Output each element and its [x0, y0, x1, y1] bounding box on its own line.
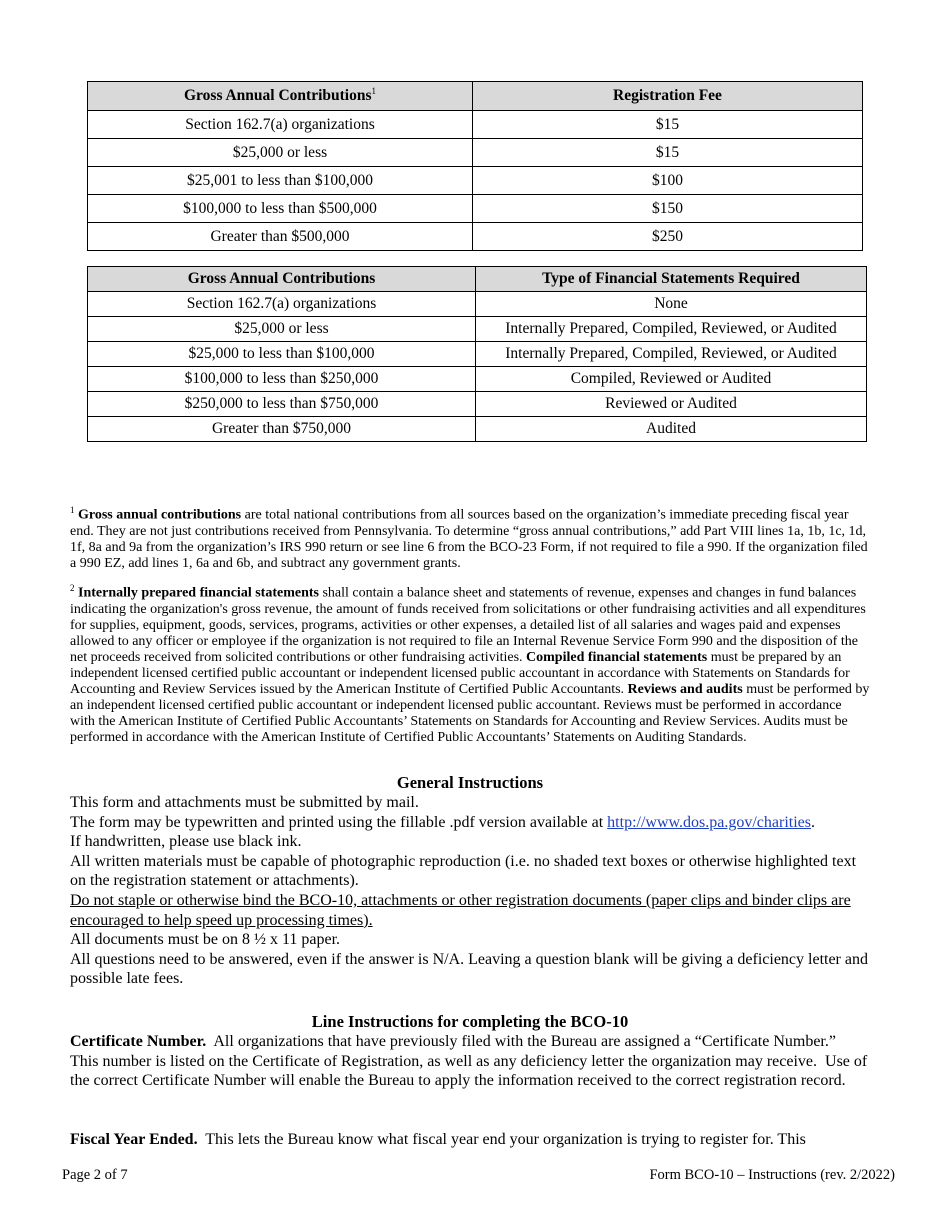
footnote-text: must be performed by an independent licensed certified public accountant or independent licensed public accountant. Reviews must be performed in accordance with the American Institute of Certified Public Accountants’ Statements on Standards for Accounting and Review Services. Audits must be performed in accordance with the American Institute of Certified Public Accountants’ Statements on Auditing Standards. [70, 681, 870, 745]
contributions-cell: Greater than $750,000 [88, 417, 476, 442]
statement-type-cell: Compiled, Reviewed or Audited [476, 367, 867, 392]
fee-cell: $250 [473, 223, 863, 251]
footnote-text: are total national contributions from all sources based on the organization’s immediate preceding fiscal year end. They are not just contributions received from Pennsylvania. To determine “gross annual contributions,” add Part VIII lines 1a, 1b, 1c, 1d, 1f, 8a and 9a from the organization’s IRS 990 return or see line 6 from the BCO-23 Form, if not required to file a 990. If the organization filed a 990 EZ, add lines 1, 6a and 6b, and subtract any government grants. [70, 507, 868, 571]
footnote-2 [70, 580, 870, 746]
footnote-number: 2 [70, 583, 75, 593]
charities-website-link[interactable]: http://www.dos.pa.gov/charities [607, 813, 811, 831]
fee-cell: $15 [473, 139, 863, 167]
header-gross-annual-contributions: Gross Annual Contributions$^1$ [88, 82, 473, 111]
footnote-term: Compiled financial statements [526, 649, 708, 665]
table-row [88, 392, 867, 417]
footnote-term: Reviews and audits [627, 681, 743, 697]
footnote-1 [70, 502, 870, 572]
table-row [88, 342, 867, 367]
fee-cell: $100 [473, 167, 863, 195]
contributions-cell: $25,000 to less than $100,000 [88, 342, 476, 367]
instruction-paragraph-underlined: Do not staple or otherwise bind the BCO-10, attachments or other registration documents (paper clips and binder clips are encouraged to help speed up processing times). [70, 891, 851, 929]
instruction-paragraph: All questions need to be answered, even if the answer is N/A. Leaving a question blank will be giving a deficiency letter and possible late fees. [70, 950, 868, 988]
statement-type-cell: Internally Prepared, Compiled, Reviewed, or Audited [476, 317, 867, 342]
footnote-text: shall contain a balance sheet and statements of revenue, expenses and changes in fund balances indicating the organization's gross revenue, the amount of funds received from solicitations or other fundraising activities and all expenditures for supplies, equipment, goods, services, programs, activities or other expenses, a detailed list of all salaries and wages paid and expenses allowed to any officer or employee if the organization is not required to file an Internal Revenue Service Form 990 and the disposition of the net proceeds received from solicited contributions or other fundraising activities. [70, 585, 866, 665]
table-row [88, 367, 867, 392]
contributions-cell: Section 162.7(a) organizations [88, 292, 476, 317]
contributions-cell: $250,000 to less than $750,000 [88, 392, 476, 417]
header-registration-fee: Registration Fee [473, 82, 863, 111]
footnote-ref-1: 1 [371, 86, 376, 97]
statement-type-cell: Audited [476, 417, 867, 442]
instruction-paragraph: This form and attachments must be submitted by mail. [70, 794, 419, 811]
instruction-paragraph: The form may be typewritten and printed using the fillable .pdf version available at http://www.dos.pa.gov/charities. [70, 813, 815, 831]
contributions-cell: $25,001 to less than $100,000 [88, 167, 473, 195]
table-header-row [88, 82, 863, 111]
statement-type-cell: Reviewed or Audited [476, 392, 867, 417]
table-row [88, 111, 863, 139]
registration-fee-table [87, 81, 863, 251]
footnote-term: Internally prepared financial statements [78, 585, 319, 601]
line-instructions-title: Line Instructions for completing the BCO-10 [311, 1012, 629, 1031]
header-financial-statements-type: Type of Financial Statements Required [476, 267, 867, 292]
table-row [88, 139, 863, 167]
table-row [88, 417, 867, 442]
instruction-paragraph: All written materials must be capable of photographic reproduction (i.e. no shaded text boxes or otherwise highlighted text on the registration statement or attachments). [70, 852, 857, 890]
fee-cell: $150 [473, 195, 863, 223]
general-instructions-title: General Instructions [396, 773, 544, 792]
contributions-cell: $100,000 to less than $250,000 [88, 367, 476, 392]
table-row [88, 223, 863, 251]
certificate-number-instruction [70, 1032, 870, 1091]
form-revision: Form BCO-10 – Instructions (rev. 2/2022) [649, 1167, 895, 1183]
table-header-row [88, 267, 867, 292]
fiscal-year-text: This lets the Bureau know what fiscal year end your organization is trying to register for. This [197, 1131, 806, 1148]
contributions-cell: Greater than $500,000 [88, 223, 473, 251]
general-instructions-body [70, 793, 870, 989]
table-row [88, 317, 867, 342]
footnote-term: Gross annual contributions [78, 507, 242, 523]
financial-statements-table [87, 266, 867, 442]
footnote-text: must be prepared by an independent licensed certified public accountant or independent licensed public accountant in accordance with Statements on Standards for Accounting and Review Services issued by the American Institute of Certified Public Accountants. [70, 649, 850, 697]
contributions-cell: Section 162.7(a) organizations [88, 111, 473, 139]
instruction-paragraph: If handwritten, please use black ink. [70, 833, 302, 851]
contributions-cell: $25,000 or less [88, 139, 473, 167]
statement-type-cell: Internally Prepared, Compiled, Reviewed, or Audited [476, 342, 867, 367]
table-row [88, 195, 863, 223]
page-number: Page 2 of 7 [62, 1167, 128, 1183]
contributions-cell: $100,000 to less than $500,000 [88, 195, 473, 223]
fee-cell: $15 [473, 111, 863, 139]
statement-type-cell: None [476, 292, 867, 317]
table-row [88, 292, 867, 317]
fiscal-year-label: Fiscal Year Ended. [70, 1131, 198, 1148]
certificate-number-label: Certificate Number. [70, 1033, 207, 1050]
header-gross-annual-contributions: Gross Annual Contributions [88, 267, 476, 292]
fiscal-year-instruction [70, 1130, 870, 1150]
certificate-number-text: All organizations that have previously filed with the Bureau are assigned a “Certificate Number.” This number is listed on the Certificate of Registration, as well as any deficiency letter the organization may receive. Use of the correct Certificate Number will enable the Bureau to apply the information received to the correct registration record. [70, 1033, 872, 1090]
table-row [88, 167, 863, 195]
footnote-number: 1 [70, 505, 75, 515]
instruction-paragraph: All documents must be on 8 ½ x 11 paper. [70, 931, 341, 949]
contributions-cell: $25,000 or less [88, 317, 476, 342]
